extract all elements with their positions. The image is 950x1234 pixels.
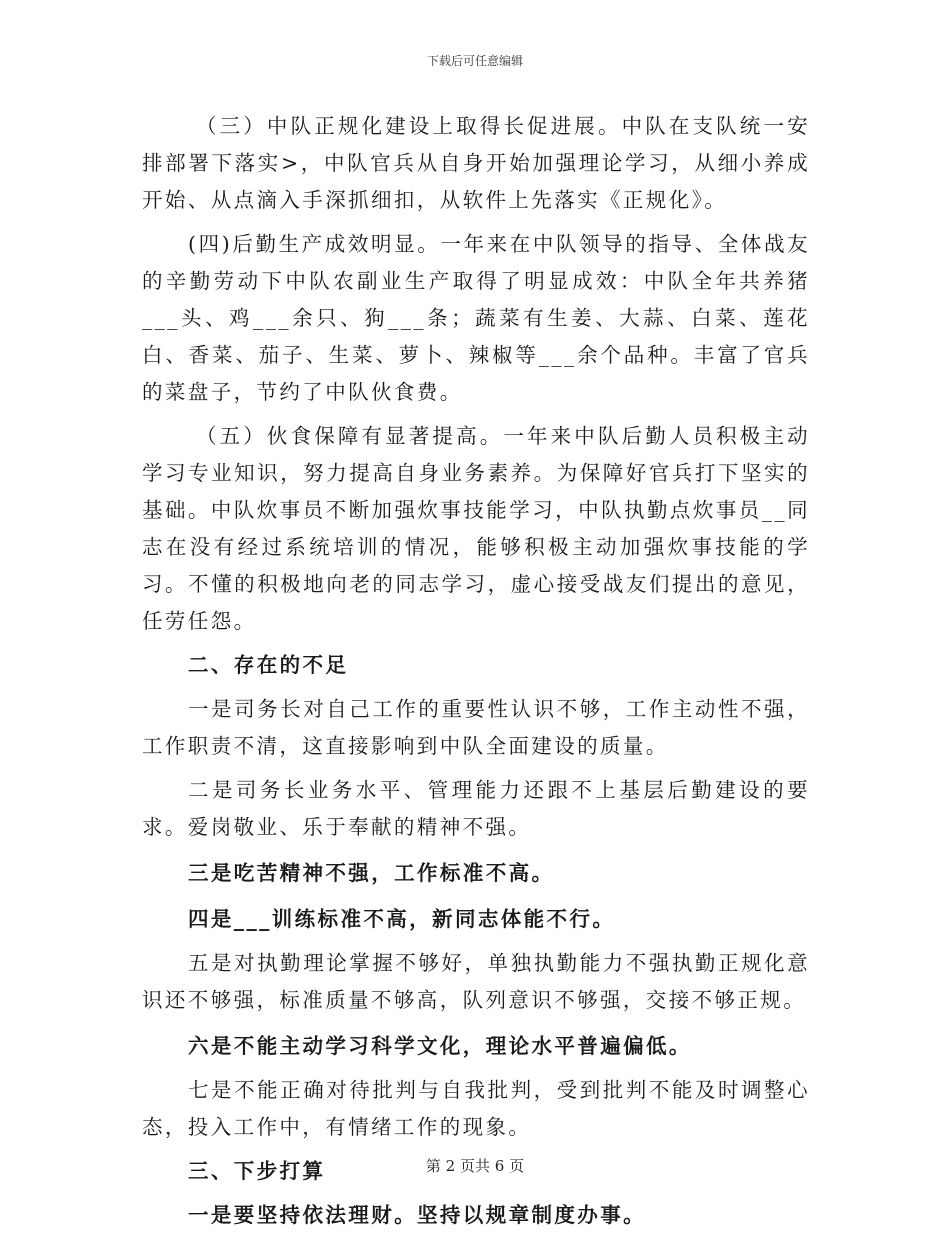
document-body: [142, 108, 810, 1234]
shortcoming-7: 七是不能正确对待批判与自我批判，受到批判不能及时调整心态，投入工作中，有情绪工作的现象。: [142, 1078, 810, 1139]
shortcoming-1: 一是司务长对自己工作的重要性认识不够，工作主动性不强，工作职责不清，这直接影响到中队全面建设的质量。: [142, 697, 810, 758]
shortcoming-3: 三是吃苦精神不强，工作标准不高。: [188, 861, 555, 885]
page-footer: 第 2 页共 6 页: [425, 1157, 525, 1175]
paragraph-4-logistics-production: (四)后勤生产成效明显。一年来在中队领导的指导、全体战友的辛勤劳动下中队农副业生产取得了明显成效：中队全年共养猪___头、鸡___余只、狗___条；蔬菜有生姜、大蒜、白菜、莲花白、香菜、茄子、生菜、萝卜、辣椒等___余个品种。丰富了官兵的菜盘子，节约了中队伙食费。: [142, 232, 810, 404]
section-heading-shortcomings: 二、存在的不足: [188, 653, 349, 677]
shortcoming-5: 五是对执勤理论掌握不够好，单独执勤能力不强执勤正规化意识还不够强，标准质量不够高，队列意识不够强，交接不够正规。: [142, 951, 810, 1012]
section-heading-next-steps: 三、下步打算: [188, 1159, 326, 1183]
shortcoming-6: 六是不能主动学习科学文化，理论水平普遍偏低。: [188, 1034, 692, 1058]
shortcoming-2: 二是司务长业务水平、管理能力还跟不上基层后勤建设的要求。爱岗敬业、乐于奉献的精神不强。: [142, 778, 810, 839]
page-header: 下载后可任意编辑: [426, 54, 523, 68]
paragraph-5-food-support: （五）伙食保障有显著提高。一年来中队后勤人员积极主动学习专业知识，努力提高自身业务素养。为保障好官兵打下坚实的基础。中队炊事员不断加强炊事技能学习，中队执勤点炊事员__同志在没有经过系统培训的情况，能够积极主动加强炊事技能的学习。不懂的积极地向老的同志学习，虚心接受战友们提出的意见，任劳任怨。: [142, 424, 810, 633]
shortcoming-4: 四是___训练标准不高，新同志体能不行。: [188, 907, 616, 931]
paragraph-3-regularization: （三）中队正规化建设上取得长促进展。中队在支队统一安排部署下落实>，中队官兵从自身开始加强理论学习，从细小养成开始、从点滴入手深抓细扣，从软件上先落实《正规化》。: [142, 114, 810, 212]
plan-1: 一是要坚持依法理财。坚持以规章制度办事。: [188, 1203, 646, 1227]
